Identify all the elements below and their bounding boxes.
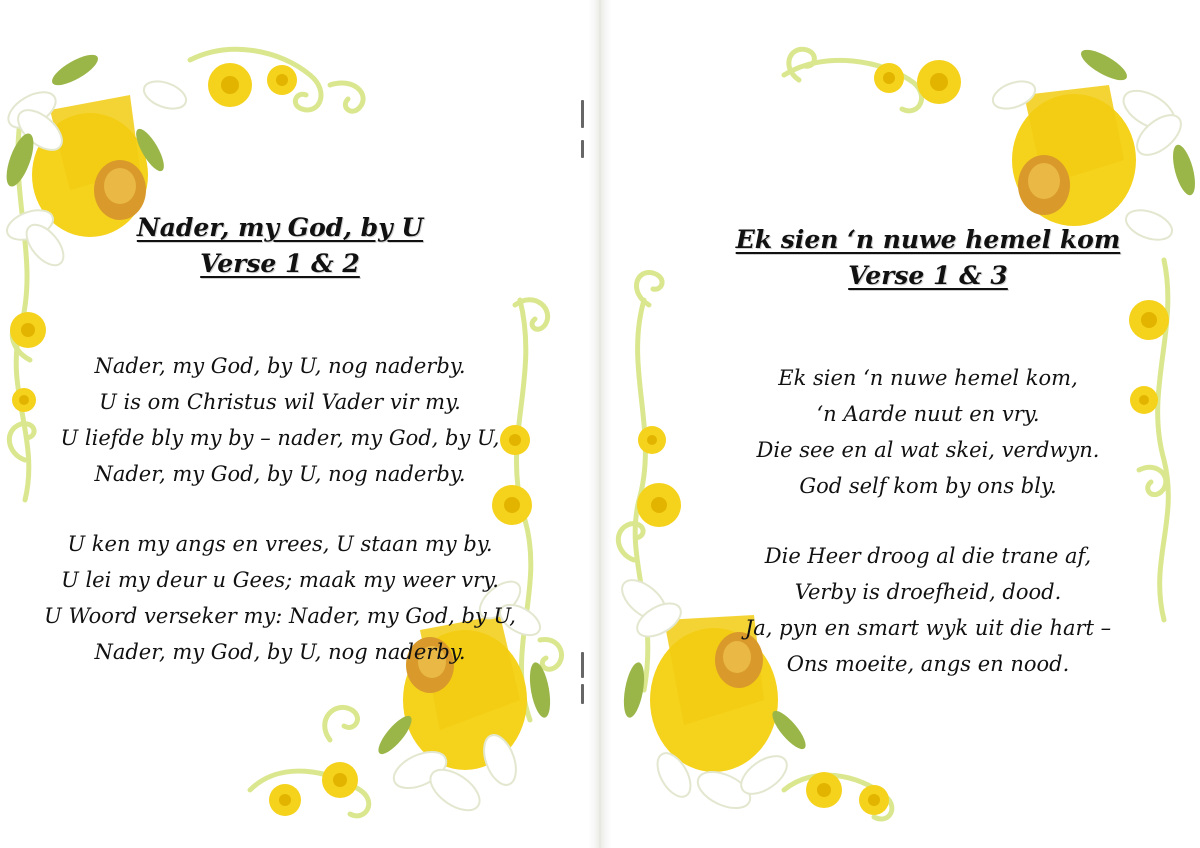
verse-line: Die Heer droog al die trane af, xyxy=(764,544,1092,568)
left-page xyxy=(0,0,596,848)
hymn-title: Nader, my God, by U xyxy=(136,213,424,242)
verse-line: U liefde bly my by – nader, my God, by U, xyxy=(60,426,500,450)
verse-line: U Woord verseker my: Nader, my God, by U, xyxy=(44,604,516,628)
hymn-title: Ek sien ‘n nuwe hemel kom xyxy=(735,225,1121,254)
stanza-1 xyxy=(38,348,522,492)
verse-line: Nader, my God, by U, nog naderby. xyxy=(94,354,466,378)
verse-line: God self kom by ons bly. xyxy=(799,474,1057,498)
left-hymn xyxy=(38,210,522,670)
verse-line: U ken my angs en vrees, U staan my by. xyxy=(67,532,493,556)
staple xyxy=(581,100,584,128)
verse-line: Nader, my God, by U, nog naderby. xyxy=(94,462,466,486)
staple xyxy=(581,652,584,678)
hymn-verses-label: Verse 1 & 2 xyxy=(200,249,360,278)
verse-line: Die see en al wat skei, verdwyn. xyxy=(756,438,1100,462)
verse-line: U is om Christus wil Vader vir my. xyxy=(99,390,461,414)
stanza-2 xyxy=(690,538,1166,682)
verse-line: Ek sien ‘n nuwe hemel kom, xyxy=(778,366,1078,390)
verse-line: Nader, my God, by U, nog naderby. xyxy=(94,640,466,664)
hymn-verses-label: Verse 1 & 3 xyxy=(848,261,1008,290)
right-page xyxy=(604,0,1200,848)
stanza-2 xyxy=(38,526,522,670)
staple xyxy=(581,684,584,704)
staple xyxy=(581,140,584,158)
stanza-1 xyxy=(690,360,1166,504)
verse-line: U lei my deur u Gees; maak my weer vry. xyxy=(61,568,499,592)
right-hymn xyxy=(690,222,1166,682)
verse-line: Ja, pyn en smart wyk uit die hart – xyxy=(744,616,1112,640)
verse-line: ‘n Aarde nuut en vry. xyxy=(816,402,1040,426)
book-gutter xyxy=(588,0,612,848)
verse-line: Verby is droefheid, dood. xyxy=(794,580,1062,604)
daffodil-flower-icon xyxy=(1012,85,1136,226)
verse-line: Ons moeite, angs en nood. xyxy=(786,652,1070,676)
